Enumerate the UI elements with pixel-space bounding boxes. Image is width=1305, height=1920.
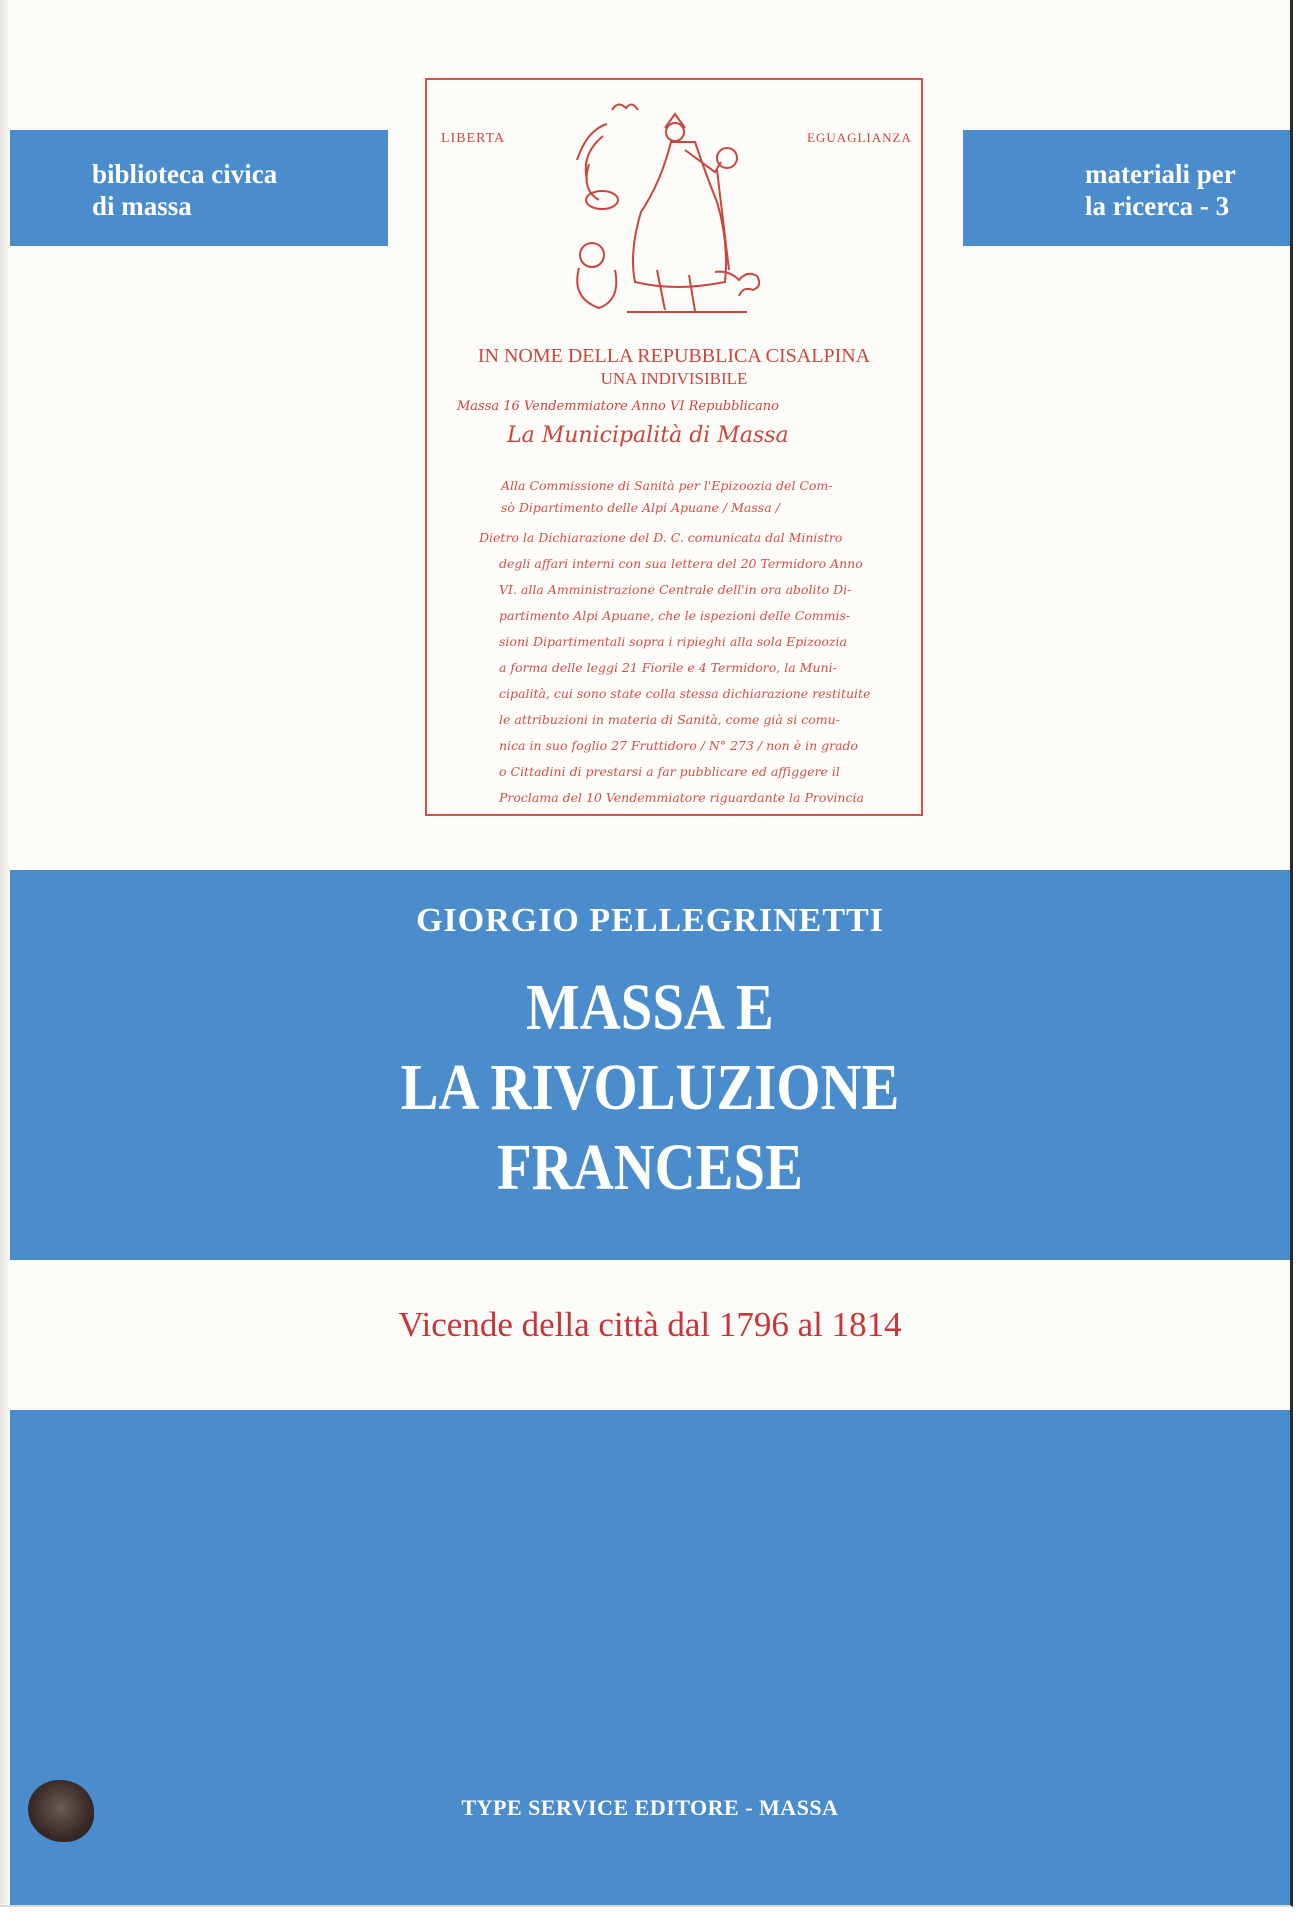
library-label	[92, 158, 277, 222]
library-label-line: di massa	[92, 191, 192, 221]
republic-heading: IN NOME DELLA REPUBBLICA CISALPINA	[477, 345, 871, 367]
author-name: GIORGIO PELLEGRINETTI	[416, 902, 884, 939]
letter-line: VI. alla Amministrazione Centrale dell'in ora abolito Di-	[499, 582, 852, 597]
series-label	[1085, 158, 1236, 222]
motto-liberta: LIBERTA	[441, 131, 506, 146]
letter-line: partimento Alpi Apuane, che le ispezioni delle Commis-	[499, 608, 851, 623]
letter-line: a forma delle leggi 21 Fiorile e 4 Termidoro, la Muni-	[499, 660, 837, 675]
letter-line: sioni Dipartimentali sopra i ripieghi alla sola Epizoozia	[499, 634, 847, 649]
letter-line: o Cittadini di prestarsi a far pubblicare ed affiggere il	[499, 764, 840, 779]
publisher-name: TYPE SERVICE EDITORE - MASSA	[461, 1795, 839, 1820]
date-line: Massa 16 Vendemmiatore Anno VI Repubblicano	[457, 399, 780, 414]
historical-document-illustration	[425, 78, 923, 816]
title-line: FRANCESE	[497, 1131, 803, 1204]
title-line: MASSA E	[526, 971, 774, 1044]
republic-subheading: UNA INDIVISIBILE	[600, 369, 748, 388]
series-label-line: materiali per	[1085, 159, 1236, 189]
municipality-line: La Municipalità di Massa	[507, 423, 789, 448]
publisher-band	[10, 1410, 1290, 1905]
letter-line: sò Dipartimento delle Alpi Apuane / Massa /	[501, 500, 780, 515]
letter-line: Dietro la Dichiarazione del D. C. comunicata dal Ministro	[479, 530, 843, 545]
letter-line: Proclama del 10 Vendemmiatore riguardante la Provincia	[499, 790, 864, 805]
book-subtitle: Vicende della città dal 1796 al 1814	[398, 1305, 902, 1344]
book-title	[100, 968, 1201, 1208]
library-label-line: biblioteca civica	[92, 159, 278, 189]
letter-line: le attribuzioni in materia di Sanità, come già si comu-	[499, 712, 840, 727]
letter-line: Alla Commissione di Sanità per l'Epizoozia del Com-	[501, 478, 833, 493]
illustration-drawing	[427, 80, 921, 814]
allegory-figure-icon	[577, 104, 759, 312]
spine-shadow	[0, 0, 10, 1905]
title-line: LA RIVOLUZIONE	[400, 1051, 900, 1124]
motto-eguaglianza: EGUAGLIANZA	[807, 130, 912, 145]
letter-line: nica in suo foglio 27 Fruttidoro / N° 273 / non è in grado	[499, 738, 859, 753]
letter-line: degli affari interni con sua lettera del 20 Termidoro Anno	[499, 556, 863, 571]
letter-line: cipalità, cui sono state colla stessa dichiarazione restituite	[499, 686, 871, 701]
series-label-line: la ricerca - 3	[1085, 191, 1230, 221]
